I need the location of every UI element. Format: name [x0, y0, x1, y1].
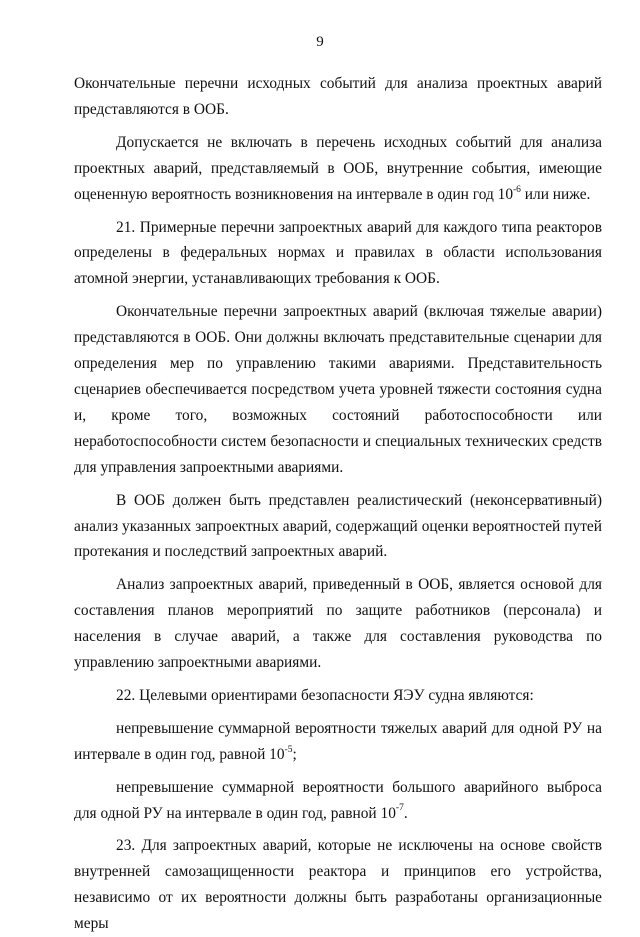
paragraph-text-tail: ;: [292, 745, 297, 763]
paragraph-final-lists-initiating-events: [74, 71, 602, 123]
paragraph-text-tail: или ниже.: [520, 185, 591, 203]
paragraph-realistic-analysis: [74, 488, 602, 566]
paragraph-text-tail: .: [403, 804, 408, 822]
paragraph-large-release-target: [74, 775, 602, 827]
paragraph-exclusion-internal-events: [74, 130, 602, 208]
paragraph-item-21: [74, 215, 602, 293]
paragraph-text: Анализ запроектных аварий, приведенный в ООБ, является основой для составления планов мероприятий по защите работников (персонала) и населения в случае аварий, а также для составления руководства по управлению запроектными авариями.: [74, 576, 602, 672]
paragraph-text: непревышение суммарной вероятности большого аварийного выброса для одной РУ на интервале в один год, равной 10: [74, 778, 602, 822]
paragraph-item-23: [74, 833, 602, 937]
page-number: 9: [316, 34, 324, 50]
paragraph-item-22: [74, 683, 602, 709]
paragraph-text: Допускается не включать в перечень исходных событий для анализа проектных аварий, представляемый в ООБ, внутренние события, имеющие оцененную вероятность возникновения на интервале в один год 10: [74, 133, 602, 203]
paragraph-text: 21. Примерные перечни запроектных аварий для каждого типа реакторов определены в федеральных нормах и правилах в области использования атомной энергии, устанавливающих требования к ООБ.: [74, 218, 602, 288]
paragraph-final-lists-beyond-design-accidents: [74, 299, 602, 480]
paragraph-text: 23. Для запроектных аварий, которые не исключены на основе свойств внутренней самозащищенности реактора и принципов его устройства, независимо от их вероятности должны быть разработаны организационные меры: [74, 837, 602, 933]
probability-exponent: -6: [513, 184, 521, 195]
paragraph-text: Окончательные перечни исходных событий для анализа проектных аварий представляются в ООБ.: [74, 75, 602, 118]
paragraph-text: 22. Целевыми ориентирами безопасности ЯЭУ судна являются:: [116, 686, 534, 704]
document-body: [74, 71, 602, 937]
paragraph-text: В ООБ должен быть представлен реалистический (неконсервативный) анализ указанных запроектных аварий, содержащий оценки вероятностей путей протекания и последствий запроектных аварий.: [74, 491, 602, 561]
probability-exponent: -7: [395, 803, 404, 814]
paragraph-text: непревышение суммарной вероятности тяжелых аварий для одной РУ на интервале в один год, равной 10: [74, 719, 602, 763]
probability-exponent: -5: [284, 744, 293, 755]
paragraph-analysis-basis-for-plans: [74, 572, 602, 676]
paragraph-text: Окончательные перечни запроектных аварий (включая тяжелые аварии) представляются в ООБ. Они должны включать представительные сценарии для определения мер по управлению такими авариями. Представительность сценариев обеспечивается посредством учета уровней тяжести состояния судна и, кроме того, возможных состояний работоспособности или неработоспособности систем безопасности и специальных технических средств для управления запроектными авариями.: [74, 303, 602, 476]
paragraph-severe-accident-target: [74, 716, 602, 768]
